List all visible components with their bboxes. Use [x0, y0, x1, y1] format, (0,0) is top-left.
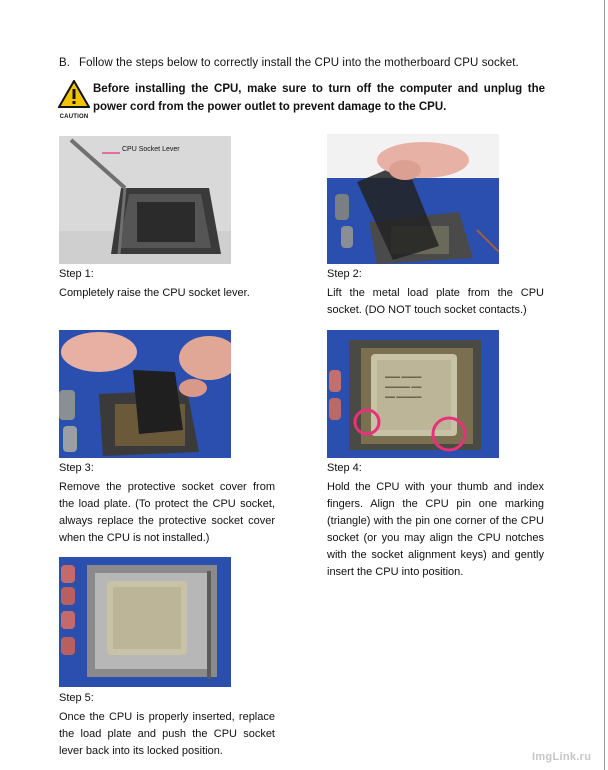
step3-title: Step 3:: [59, 462, 94, 474]
step4-title: Step 4:: [327, 462, 362, 474]
caution-label: CAUTION: [59, 114, 89, 120]
caution-badge: [58, 80, 90, 120]
svg-text:▬▬▬▬▬ ▬▬: ▬▬▬▬▬ ▬▬: [385, 384, 422, 390]
step4-body: Hold the CPU with your thumb and index fingers. Align the CPU pin one marking (triangle) with the pin one corner of the CPU socket (or you may align the CPU notches with the socket alignment keys) and gently insert the CPU into position.: [327, 481, 544, 578]
section-marker: B.: [59, 57, 71, 69]
step2-photo: [327, 134, 499, 264]
step5-body: Once the CPU is properly inserted, replace the load plate and push the CPU socket lever back into its locked position.: [59, 711, 275, 757]
section-heading: [59, 57, 519, 69]
caution-text: Before installing the CPU, make sure to turn off the computer and unplug the power cord from the power outlet to prevent damage to the CPU.: [93, 83, 545, 113]
svg-text:▬▬ ▬▬▬▬▬: ▬▬ ▬▬▬▬▬: [385, 394, 422, 400]
step2-body: Lift the metal load plate from the CPU socket. (DO NOT touch socket contacts.): [327, 287, 544, 316]
step5-photo: [59, 557, 231, 687]
warning-triangle-icon: [58, 80, 90, 108]
step3-body: Remove the protective socket cover from the load plate. (To protect the CPU socket, always replace the protective socket cover when the CPU is not installed.): [59, 481, 275, 544]
step2-title: Step 2:: [327, 268, 362, 280]
step3-photo: [59, 330, 231, 458]
watermark: ImgLink.ru: [532, 751, 592, 763]
step4-photo: [327, 330, 499, 458]
step5-title: Step 5:: [59, 692, 94, 704]
cpu-marking-decoration: ▬▬▬ ▬▬▬▬: [385, 374, 422, 380]
cpu-socket-lever-callout: CPU Socket Lever: [122, 146, 180, 153]
step1-photo: [59, 136, 231, 264]
step1-body: Completely raise the CPU socket lever.: [59, 287, 250, 299]
step1-title: Step 1:: [59, 268, 94, 280]
section-heading-text: Follow the steps below to correctly install the CPU into the motherboard CPU socket.: [79, 57, 519, 69]
